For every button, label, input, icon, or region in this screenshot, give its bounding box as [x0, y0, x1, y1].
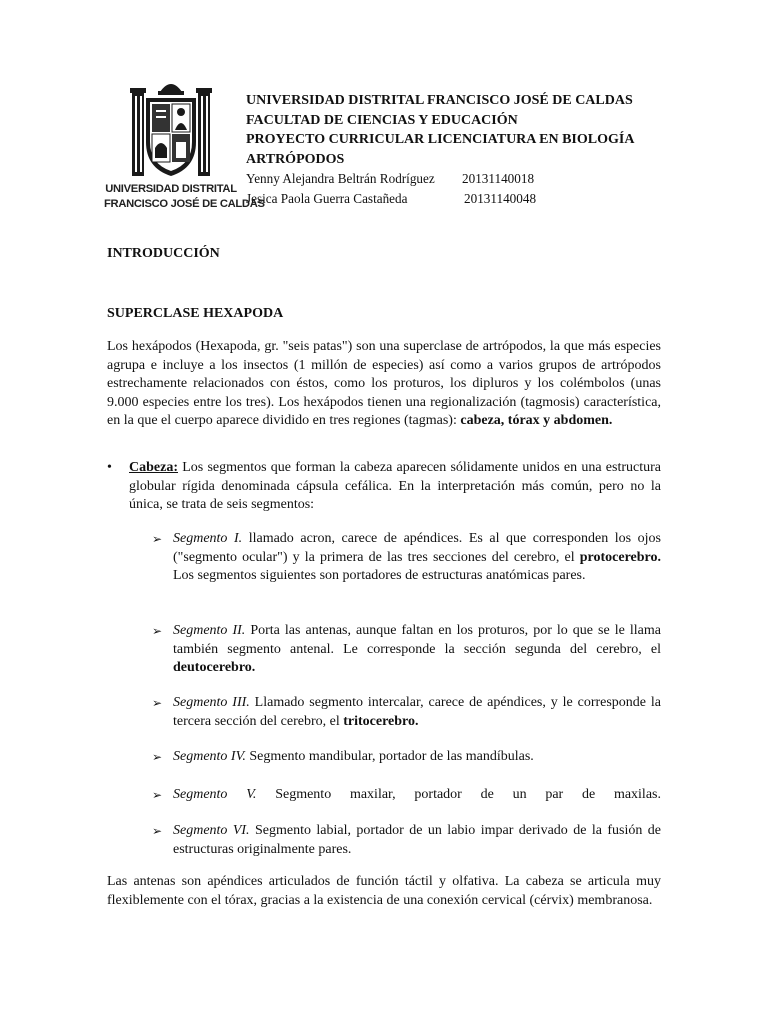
closing-paragraph: Las antenas son apéndices articulados de función táctil y olfativa. La cabeza se articula muy flexiblemente con el tórax, gracias a la existencia de una conexión cervical (cérvix) membranosa.	[107, 874, 661, 908]
intro-bold-text: cabeza, tórax y abdomen.	[460, 413, 613, 428]
segment-description: Llamado segmento intercalar, carece de apéndices, y le corresponde la tercera sección del cerebro, el	[173, 695, 661, 729]
segment-description: Segmento mandibular, portador de las mandíbulas.	[245, 749, 534, 764]
section-heading-introduccion: INTRODUCCIÓN	[107, 246, 220, 261]
document-header	[246, 91, 716, 209]
author-row	[246, 169, 716, 189]
segment-description: Segmento labial, portador de un labio impar derivado de la fusión de estructuras originalmente pares.	[173, 823, 661, 857]
segment-description: llamado acron, carece de apéndices. Es al que corresponden los ojos ("segmento ocular") y la primera de las tres secciones del cerebro, el	[173, 531, 662, 565]
arrow-bullet-icon: ➢	[152, 624, 163, 638]
university-crest-icon	[130, 78, 212, 178]
arrow-bullet-icon: ➢	[152, 532, 163, 546]
project-name: PROYECTO CURRICULAR LICENCIATURA EN BIOLOGÍA	[246, 132, 635, 148]
segment-text	[173, 530, 661, 586]
segment-description: Segmento maxilar, portador de un par de maxilas.	[256, 787, 661, 802]
university-name: UNIVERSIDAD DISTRITAL FRANCISCO JOSÉ DE CALDAS	[246, 93, 633, 108]
segment-description: Porta las antenas, aunque faltan en los proturos, por lo que se le llama también segmento antenal. Le corresponde la sección segunda del cerebro, el	[173, 623, 661, 657]
logo-line-1: UNIVERSIDAD DISTRITAL	[105, 183, 237, 195]
arrow-bullet-icon: ➢	[152, 750, 163, 764]
segment-name: Segmento VI.	[173, 823, 250, 838]
arrow-bullet-icon: ➢	[152, 824, 163, 838]
section-heading-superclase: SUPERCLASE HEXAPODA	[107, 306, 284, 321]
bullet-icon: •	[107, 460, 112, 475]
arrow-bullet-icon: ➢	[152, 696, 163, 710]
segment-text	[173, 786, 661, 805]
cabeza-text: Los segmentos que forman la cabeza aparecen sólidamente unidos en una estructura globular rígida denominada cápsula cefálica. En la interpretación más común, pero no la única, se trata de seis segmentos:	[129, 460, 661, 512]
author-name: Jesica Paola Guerra Castañeda	[246, 190, 408, 206]
segment-description-tail: Los segmentos siguientes son portadores de estructuras anatómicas pares.	[173, 568, 586, 583]
logo-wordmark	[104, 182, 265, 212]
author-id: 20131140048	[464, 190, 537, 206]
arrow-bullet-icon: ➢	[152, 788, 163, 802]
university-logo	[104, 78, 265, 216]
segment-name: Segmento II.	[173, 623, 246, 638]
segment-text	[173, 822, 661, 859]
segment-bold: deutocerebro.	[173, 660, 256, 675]
intro-text: Los hexápodos (Hexapoda, gr. "seis patas") son una superclase de artrópodos, la que más especies agrupa e incluye a los insectos (1 millón de especies) así como a varios grupos de artrópodos estrechamente relacionados con éstos, como los proturos, los dipluros y los colémbolos (unas 9.000 especies entre los tres). Los hexápodos tienen una regionalización (tagmosis) característica, en la que el cuerpo aparece dividido en tres regiones (tagmas):	[107, 339, 661, 428]
logo-line-2: FRANCISCO JOSÉ DE CALDAS	[104, 198, 265, 210]
segment-text	[173, 622, 661, 678]
faculty-name: FACULTAD DE CIENCIAS Y EDUCACIÓN	[246, 112, 518, 128]
segment-name: Segmento IV.	[173, 749, 246, 764]
topic-title: ARTRÓPODOS	[246, 151, 345, 167]
segment-bold: tritocerebro.	[343, 713, 419, 729]
segment-name: Segmento I.	[173, 531, 243, 546]
segment-text	[173, 694, 661, 731]
author-row	[246, 189, 716, 209]
segment-text	[173, 748, 661, 767]
segment-name: Segmento III.	[173, 695, 250, 710]
author-name: Yenny Alejandra Beltrán Rodríguez	[246, 171, 435, 187]
author-id: 20131140018	[462, 171, 535, 187]
cabeza-text-block	[129, 459, 661, 515]
cabeza-label: Cabeza:	[129, 460, 178, 475]
segment-bold: protocerebro.	[579, 549, 661, 565]
segment-name: Segmento V.	[173, 787, 257, 802]
intro-paragraph	[107, 338, 661, 431]
